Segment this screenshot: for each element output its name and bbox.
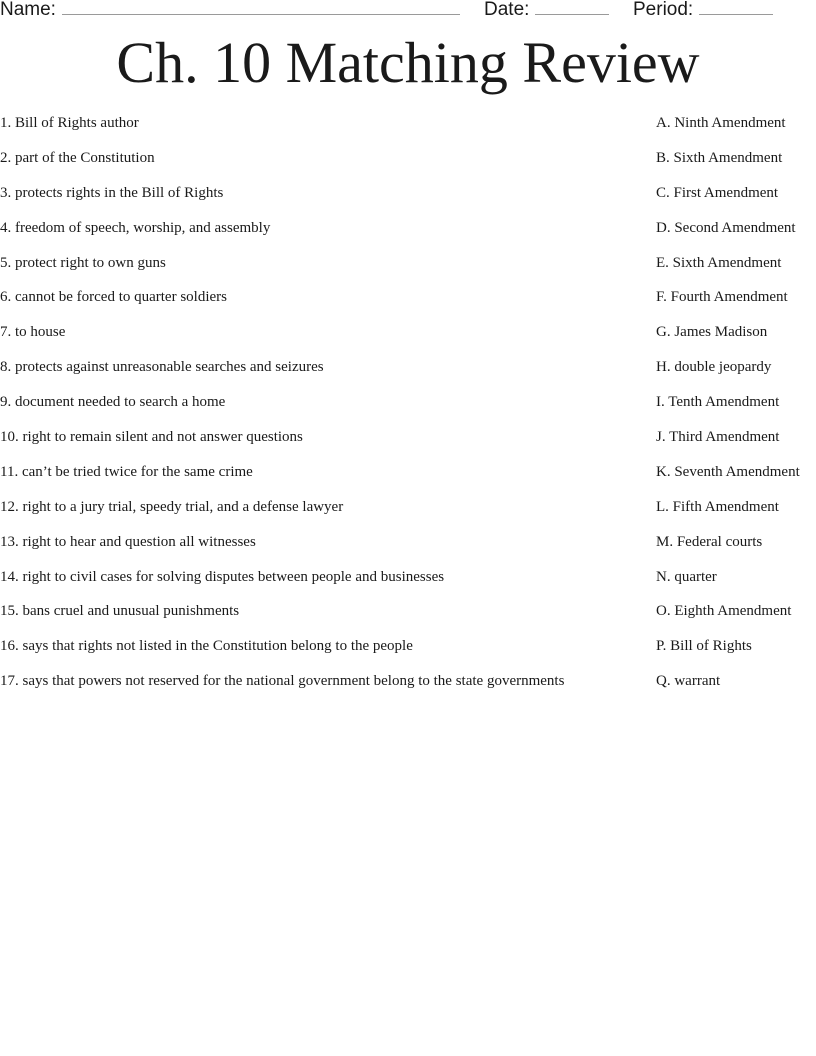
date-label: Date: bbox=[484, 0, 530, 20]
answer-item: B. Sixth Amendment bbox=[656, 149, 783, 166]
name-field[interactable] bbox=[0, 0, 460, 20]
answer-item: I. Tenth Amendment bbox=[656, 394, 780, 411]
answer-item: K. Seventh Amendment bbox=[656, 463, 800, 480]
worksheet-title: Ch. 10 Matching Review bbox=[116, 30, 700, 95]
clue-item: 4. freedom of speech, worship, and assembly bbox=[0, 219, 271, 236]
student-info-header bbox=[0, 0, 816, 22]
name-blank-line[interactable] bbox=[62, 0, 460, 15]
clue-item: 7. to house bbox=[0, 324, 66, 341]
answer-item: L. Fifth Amendment bbox=[656, 498, 779, 515]
clue-item: 13. right to hear and question all witnesses bbox=[0, 533, 256, 550]
clue-item: 3. protects rights in the Bill of Rights bbox=[0, 184, 224, 201]
period-field[interactable] bbox=[633, 0, 773, 20]
period-blank-line[interactable] bbox=[699, 0, 773, 15]
clue-item: 10. right to remain silent and not answer questions bbox=[0, 429, 303, 446]
answer-bank bbox=[656, 114, 816, 707]
answer-item: J. Third Amendment bbox=[656, 429, 780, 446]
clue-item: 12. right to a jury trial, speedy trial, and a defense lawyer bbox=[0, 498, 344, 515]
clue-item: 8. protects against unreasonable searches and seizures bbox=[0, 359, 324, 376]
clue-item: 5. protect right to own guns bbox=[0, 254, 166, 271]
name-label: Name: bbox=[0, 0, 56, 20]
answer-item: P. Bill of Rights bbox=[656, 638, 752, 655]
answer-item: E. Sixth Amendment bbox=[656, 254, 782, 271]
clue-item: 15. bans cruel and unusual punishments bbox=[0, 603, 240, 620]
period-label: Period: bbox=[633, 0, 694, 20]
clue-item: 17. says that powers not reserved for the national government belong to the state governments bbox=[0, 673, 565, 690]
clue-item: 11. can’t be tried twice for the same crime bbox=[0, 463, 253, 480]
answer-item: F. Fourth Amendment bbox=[656, 289, 788, 306]
clue-item: 9. document needed to search a home bbox=[0, 394, 226, 411]
answer-item: A. Ninth Amendment bbox=[656, 115, 786, 131]
clue-item: 2. part of the Constitution bbox=[0, 149, 155, 166]
clue-item: 1. Bill of Rights author bbox=[0, 115, 139, 131]
answer-item: O. Eighth Amendment bbox=[656, 603, 792, 620]
answer-item: C. First Amendment bbox=[656, 184, 779, 201]
date-blank-line[interactable] bbox=[535, 0, 609, 15]
clue-item: 14. right to civil cases for solving disputes between people and businesses bbox=[0, 568, 445, 585]
answer-item: Q. warrant bbox=[656, 673, 721, 690]
clue-list bbox=[0, 114, 640, 707]
answer-item: G. James Madison bbox=[656, 324, 768, 341]
answer-item: H. double jeopardy bbox=[656, 359, 772, 376]
answer-item: D. Second Amendment bbox=[656, 219, 796, 236]
clue-item: 6. cannot be forced to quarter soldiers bbox=[0, 289, 227, 306]
clue-item: 16. says that rights not listed in the Constitution belong to the people bbox=[0, 638, 413, 655]
date-field[interactable] bbox=[484, 0, 609, 20]
answer-item: M. Federal courts bbox=[656, 533, 763, 550]
answer-item: N. quarter bbox=[656, 568, 717, 585]
